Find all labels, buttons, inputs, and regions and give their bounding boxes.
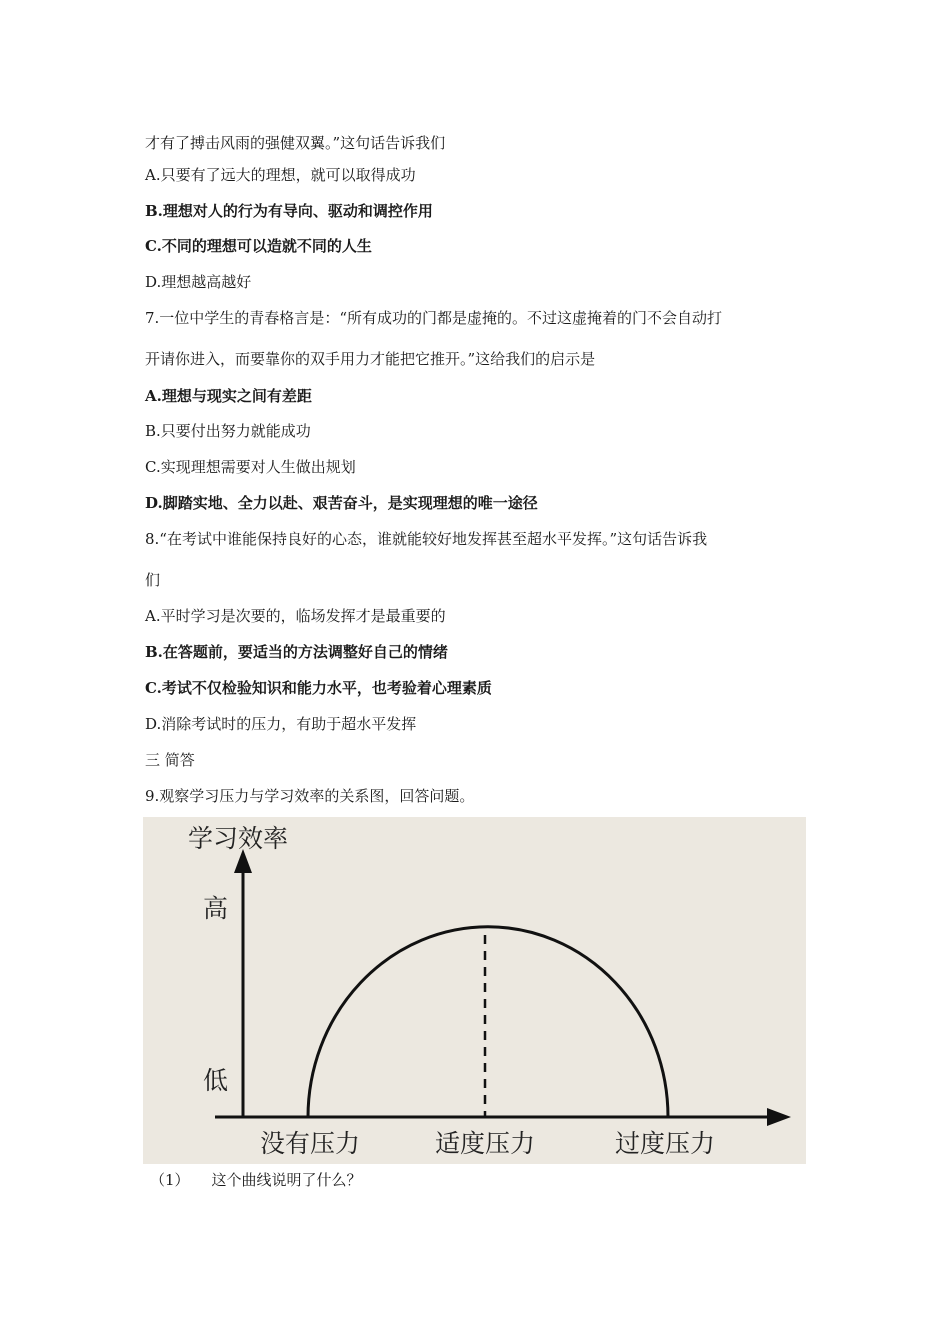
text-line: 才有了搏击风雨的强健双翼。”这句话告诉我们: [145, 134, 446, 152]
pressure-efficiency-figure: [143, 817, 806, 1164]
x-label-no-pressure: 没有压力: [260, 1129, 361, 1158]
text-line: B.只要付出努力就能成功: [145, 422, 311, 440]
text-line: B.理想对人的行为有导向、驱动和调控作用: [145, 202, 433, 220]
text-line: D.脚踏实地、全力以赴、艰苦奋斗，是实现理想的唯一途径: [145, 494, 538, 512]
pressure-efficiency-diagram: [143, 817, 806, 1164]
x-label-excess-pressure: 过度压力: [615, 1129, 716, 1158]
text-line: A.理想与现实之间有差距: [145, 387, 312, 405]
text-line: D.消除考试时的压力，有助于超水平发挥: [145, 715, 417, 733]
text-line: B.在答题前，要适当的方法调整好自己的情绪: [145, 643, 448, 661]
sub-question: [150, 1170, 362, 1190]
text-line: 8.“在考试中谁能保持良好的心态，谁就能较好地发挥甚至超水平发挥。”这句话告诉我: [145, 530, 708, 548]
sub-question-text: 这个曲线说明了什么？: [211, 1171, 362, 1189]
efficiency-curve: [308, 927, 668, 1117]
text-line: A.平时学习是次要的，临场发挥才是最重要的: [145, 607, 446, 625]
text-line: D.理想越高越好: [145, 273, 252, 291]
text-line: C.考试不仅检验知识和能力水平，也考验着心理素质: [145, 679, 492, 697]
sub-question-number: （1）: [150, 1171, 190, 1189]
text-line: 7.一位中学生的青春格言是：“所有成功的门都是虚掩的。不过这虚掩着的门不会自动打: [145, 309, 722, 327]
text-line: A.只要有了远大的理想，就可以取得成功: [145, 166, 416, 184]
y-high-label: 高: [203, 894, 229, 923]
text-line: C.不同的理想可以造就不同的人生: [145, 237, 372, 255]
text-line: C.实现理想需要对人生做出规划: [145, 458, 356, 476]
x-label-moderate-pressure: 适度压力: [435, 1129, 536, 1158]
x-axis-arrowhead: [767, 1108, 791, 1126]
text-line: 们: [145, 571, 161, 589]
y-axis-title: 学习效率: [188, 824, 289, 853]
text-line: 9.观察学习压力与学习效率的关系图，回答问题。: [145, 787, 475, 805]
y-low-label: 低: [203, 1066, 229, 1095]
text-line: 开请你进入，而要靠你的双手用力才能把它推开。”这给我们的启示是: [145, 350, 596, 368]
text-line: 三 简答: [145, 751, 195, 769]
